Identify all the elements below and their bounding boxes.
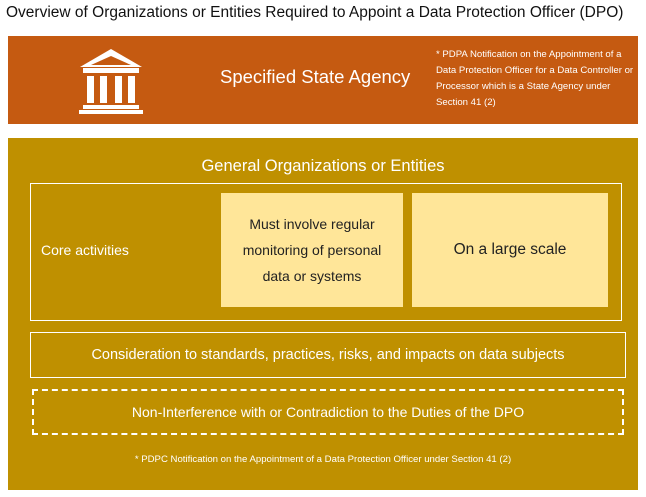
general-heading: General Organizations or Entities	[201, 157, 445, 175]
regular-monitoring-box: Must involve regular monitoring of personal data or systems	[221, 193, 403, 307]
large-scale-box: On a large scale	[412, 193, 608, 307]
agency-footnote: * PDPA Notification on the Appointment of a Data Protection Officer for a Data Controller or Processor which is a State Agency under Section 41 (2)	[436, 49, 634, 108]
government-building-icon	[76, 45, 146, 115]
page-title: Overview of Organizations or Entities Required to Appoint a Data Protection Officer (DPO)	[6, 4, 624, 21]
consideration-box: Consideration to standards, practices, risks, and impacts on data subjects	[30, 332, 626, 378]
core-activities-label: Core activities	[41, 242, 129, 258]
general-organizations-panel	[8, 138, 638, 490]
agency-name: Specified State Agency	[220, 66, 411, 87]
specified-state-agency-panel	[8, 36, 638, 124]
core-activities-box	[30, 183, 622, 321]
non-interference-box: Non-Interference with or Contradiction to the Duties of the DPO	[32, 389, 624, 435]
general-footnote: * PDPC Notification on the Appointment of a Data Protection Officer under Section 41 (2)	[134, 454, 512, 465]
